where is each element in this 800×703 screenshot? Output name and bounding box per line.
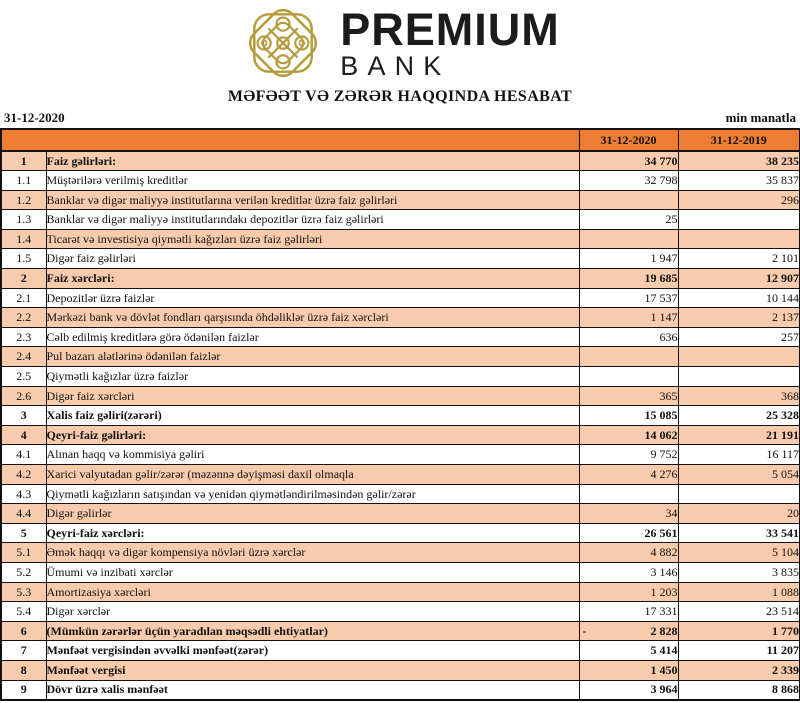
value-2020-text: 5 414 xyxy=(650,643,678,658)
value-2019-text: 1 770 xyxy=(772,623,799,638)
row-label-cell: Faiz xərcləri: xyxy=(46,269,579,289)
row-label-cell: Amortizasiya xərcləri xyxy=(46,582,579,602)
value-2019-cell xyxy=(678,562,800,582)
table-row xyxy=(1,406,800,426)
value-2020-cell xyxy=(579,445,678,465)
value-2019-text: 2 101 xyxy=(772,251,799,266)
row-label-cell: Mənfəət vergisindən əvvəlki mənfəət(zərər) xyxy=(46,641,579,661)
row-number-cell: 4.4 xyxy=(1,504,46,524)
value-2020-text: 636 xyxy=(659,329,678,344)
table-row xyxy=(1,543,800,563)
row-number-cell: 1 xyxy=(1,151,46,171)
value-2019-cell xyxy=(678,582,800,602)
value-2020-cell xyxy=(579,386,678,406)
row-label-cell: Digər xərclər xyxy=(46,602,579,622)
value-2020-text: 1 147 xyxy=(650,310,678,325)
value-2020-text: 9 752 xyxy=(650,447,678,462)
value-2020-cell xyxy=(579,504,678,524)
table-row xyxy=(1,190,800,210)
row-number-cell: 4 xyxy=(1,425,46,445)
table-row xyxy=(1,660,800,680)
value-2020-cell xyxy=(579,288,678,308)
row-label-cell: Qeyri-faiz gəlirləri: xyxy=(46,425,579,445)
table-row xyxy=(1,347,800,367)
header-col-2020: 31-12-2020 xyxy=(579,129,678,151)
value-2020-cell xyxy=(579,484,678,504)
table-row xyxy=(1,386,800,406)
row-label-cell: Pul bazarı alətlərinə ödənilən faizlər xyxy=(46,347,579,367)
row-label-cell: Mənfəət vergisi xyxy=(46,660,579,680)
table-row xyxy=(1,621,800,641)
row-label-cell: Müştərilərə verilmiş kreditlər xyxy=(46,171,579,191)
row-number-cell: 2.3 xyxy=(1,327,46,347)
value-2020-cell xyxy=(579,210,678,230)
row-number-cell: 2.5 xyxy=(1,367,46,387)
value-2019-cell xyxy=(678,504,800,524)
row-number-cell: 3 xyxy=(1,406,46,426)
value-2020-cell xyxy=(579,367,678,387)
row-number-cell: 9 xyxy=(1,680,46,700)
value-2020-text: 34 770 xyxy=(644,153,678,168)
bank-name xyxy=(340,3,560,81)
row-label-cell: Xalis faiz gəliri(zərəri) xyxy=(46,406,579,426)
value-2019-text: 5 054 xyxy=(772,467,799,481)
row-number-cell: 5.3 xyxy=(1,582,46,602)
row-label-cell: Mərkəzi bank və dövlət fondları qarşısında öhdəliklər üzrə faiz xərcləri xyxy=(46,308,579,328)
value-2019-cell xyxy=(678,171,800,191)
row-label-cell: Ümumi və inzibati xərclər xyxy=(46,562,579,582)
value-2019-cell xyxy=(678,406,800,426)
value-2020-cell xyxy=(579,680,678,700)
value-2020-text: 19 685 xyxy=(644,271,678,286)
row-number-cell: 2 xyxy=(1,269,46,289)
value-2019-cell xyxy=(678,367,800,387)
row-label-cell: Digər faiz gəlirləri xyxy=(46,249,579,269)
row-label-cell: Qiymətli kağızların satışından və yenidən qiymətləndirilməsindən gəlir/zərər xyxy=(46,484,579,504)
value-2019-cell xyxy=(678,523,800,543)
bank-name-bank: BANK xyxy=(340,50,451,81)
value-2019-cell xyxy=(678,660,800,680)
row-number-cell: 4.2 xyxy=(1,465,46,485)
value-2019-text: 20 xyxy=(787,506,799,521)
value-2020-text: 26 561 xyxy=(644,525,678,540)
value-2020-text: 4 276 xyxy=(650,467,678,481)
value-2020-cell xyxy=(579,171,678,191)
table-row xyxy=(1,269,800,289)
value-2019-cell xyxy=(678,210,800,230)
table-body xyxy=(1,151,800,700)
value-2020-text: 1 203 xyxy=(650,584,678,599)
report-title: MƏFƏƏT VƏ ZƏRƏR HAQQINDA HESABAT xyxy=(227,88,573,105)
row-label-cell: Digər faiz xərcləri xyxy=(46,386,579,406)
table-row xyxy=(1,484,800,504)
value-2019-text: 257 xyxy=(781,329,799,344)
row-number-cell: 6 xyxy=(1,621,46,641)
value-2019-text: 8 868 xyxy=(772,682,799,697)
value-2019-text: 3 835 xyxy=(772,564,799,579)
table-row xyxy=(1,171,800,191)
row-number-cell: 1.5 xyxy=(1,249,46,269)
value-2020-cell xyxy=(579,327,678,347)
value-2020-cell xyxy=(579,562,678,582)
value-2019-cell xyxy=(678,641,800,661)
value-2019-cell xyxy=(678,425,800,445)
table-row xyxy=(1,229,800,249)
header-empty-cell xyxy=(1,129,579,151)
row-number-cell: 5.1 xyxy=(1,543,46,563)
value-2020-text: 15 085 xyxy=(644,408,678,423)
table-row xyxy=(1,445,800,465)
value-2019-cell xyxy=(678,465,800,485)
value-2020-text: 32 798 xyxy=(644,173,678,188)
value-2020-cell xyxy=(579,151,678,171)
table-row xyxy=(1,504,800,524)
value-2019-text: 5 104 xyxy=(772,545,799,560)
row-number-cell: 2.2 xyxy=(1,308,46,328)
value-2020-text: 1 947 xyxy=(650,251,678,266)
table-row xyxy=(1,523,800,543)
row-label-cell: Cəlb edilmiş kreditlərə görə ödənilən faizlər xyxy=(46,327,579,347)
value-2020-text: 2 828 xyxy=(650,623,678,638)
value-2020-text: 17 331 xyxy=(644,604,678,619)
value-2019-cell xyxy=(678,602,800,622)
value-2019-text: 368 xyxy=(781,388,799,403)
table-row xyxy=(1,288,800,308)
bank-logo xyxy=(0,0,800,86)
header-col-2019: 31-12-2019 xyxy=(678,129,800,151)
value-2020-text: 14 062 xyxy=(644,427,678,442)
value-2019-cell xyxy=(678,543,800,563)
value-2020-text: 25 xyxy=(665,212,678,227)
value-2020-cell xyxy=(579,660,678,680)
value-2020-cell xyxy=(579,190,678,210)
table-row xyxy=(1,308,800,328)
units-label: min manatla xyxy=(725,110,796,125)
value-2019-cell xyxy=(678,288,800,308)
table-row xyxy=(1,210,800,230)
value-2019-text: 38 235 xyxy=(766,153,799,168)
table-row xyxy=(1,641,800,661)
row-label-cell: Faiz gəlirləri: xyxy=(46,151,579,171)
row-label-cell: (Mümkün zərərlər üçün yaradılan məqsədli ehtiyatlar) xyxy=(46,621,579,641)
value-2020-cell xyxy=(579,602,678,622)
value-2019-cell xyxy=(678,621,800,641)
value-2019-text: 16 117 xyxy=(766,447,799,462)
value-2019-cell xyxy=(678,151,800,171)
row-number-cell: 1.4 xyxy=(1,229,46,249)
table-row xyxy=(1,562,800,582)
value-2020-cell xyxy=(579,543,678,563)
value-2020-text: 1 450 xyxy=(650,662,678,677)
report-meta xyxy=(0,108,800,128)
row-number-cell: 1.3 xyxy=(1,210,46,230)
value-2019-text: 21 191 xyxy=(766,427,799,442)
report-date: 31-12-2020 xyxy=(4,110,65,125)
row-label-cell: Ticarət və investisiya qiymətli kağızları üzrə faiz gəlirləri xyxy=(46,229,579,249)
value-2020-text: 4 882 xyxy=(650,545,678,560)
value-2019-cell xyxy=(678,347,800,367)
value-2020-cell xyxy=(579,308,678,328)
row-label-cell: Banklar və digər maliyyə institutlarına verilən kreditlər üzrə faiz gəlirləri xyxy=(46,190,579,210)
value-2020-text: 3 146 xyxy=(650,564,678,579)
value-2020-cell xyxy=(579,229,678,249)
value-2019-cell xyxy=(678,269,800,289)
table-row xyxy=(1,425,800,445)
row-number-cell: 8 xyxy=(1,660,46,680)
value-2019-cell xyxy=(678,327,800,347)
value-2019-text: 12 907 xyxy=(766,271,799,286)
value-2019-text: 33 541 xyxy=(766,525,799,540)
row-number-cell: 1.2 xyxy=(1,190,46,210)
table-row xyxy=(1,151,800,171)
row-number-cell: 4.3 xyxy=(1,484,46,504)
table-row xyxy=(1,602,800,622)
table-row xyxy=(1,582,800,602)
bank-emblem-icon xyxy=(240,2,326,84)
value-2019-cell xyxy=(678,680,800,700)
value-2019-cell xyxy=(678,229,800,249)
row-number-cell: 1.1 xyxy=(1,171,46,191)
value-2020-cell xyxy=(579,249,678,269)
row-number-cell: 5.4 xyxy=(1,602,46,622)
value-2020-text: 34 xyxy=(665,506,678,521)
value-2019-text: 25 328 xyxy=(766,408,799,423)
value-2019-text: 35 837 xyxy=(766,173,799,188)
row-label-cell: Qiymətli kağızlar üzrə faizlər xyxy=(46,367,579,387)
value-2020-cell xyxy=(579,465,678,485)
value-2019-text: 23 514 xyxy=(766,604,799,619)
value-2019-text: 10 144 xyxy=(766,290,799,305)
row-label-cell: Banklar və digər maliyyə institutlarındakı depozitlər üzrə faiz gəlirləri xyxy=(46,210,579,230)
income-statement-table xyxy=(0,128,800,701)
row-label-cell: Alınan haqq və kommisiya gəliri xyxy=(46,445,579,465)
row-label-cell: Qeyri-faiz xərcləri: xyxy=(46,523,579,543)
table-row xyxy=(1,465,800,485)
value-2019-cell xyxy=(678,445,800,465)
value-2020-text: 17 537 xyxy=(644,290,678,305)
value-2019-text: 11 207 xyxy=(766,643,799,658)
row-number-cell: 2.4 xyxy=(1,347,46,367)
value-2020-text: 3 964 xyxy=(650,682,678,697)
row-label-cell: Xarici valyutadan gəlir/zərər (məzənnə dəyişməsi daxil olmaqla xyxy=(46,465,579,485)
row-number-cell: 2.1 xyxy=(1,288,46,308)
value-2019-text: 2 339 xyxy=(772,662,799,677)
row-number-cell: 4.1 xyxy=(1,445,46,465)
value-2019-cell xyxy=(678,386,800,406)
table-row xyxy=(1,367,800,387)
row-label-cell: Əmək haqqı və digər kompensiya növləri üzrə xərclər xyxy=(46,543,579,563)
value-2020-cell xyxy=(579,406,678,426)
value-2020-cell xyxy=(579,425,678,445)
value-2020-cell xyxy=(579,269,678,289)
table-row xyxy=(1,249,800,269)
row-label-cell: Dövr üzrə xalis mənfəət xyxy=(46,680,579,700)
row-number-cell: 5.2 xyxy=(1,562,46,582)
value-2020-text: 365 xyxy=(659,388,678,403)
row-number-cell: 2.6 xyxy=(1,386,46,406)
table-row xyxy=(1,327,800,347)
row-label-cell: Depozitlər üzrə faizlər xyxy=(46,288,579,308)
value-2020-cell xyxy=(579,582,678,602)
table-header-row xyxy=(1,129,800,151)
value-2019-cell xyxy=(678,249,800,269)
value-2019-text: 296 xyxy=(781,192,799,207)
row-number-cell: 5 xyxy=(1,523,46,543)
table-row xyxy=(1,680,800,700)
row-number-cell: 7 xyxy=(1,641,46,661)
value-2020-cell xyxy=(579,621,678,641)
value-2019-cell xyxy=(678,190,800,210)
row-label-cell: Digər gəlirlər xyxy=(46,504,579,524)
value-2019-cell xyxy=(678,308,800,328)
value-2020-cell xyxy=(579,641,678,661)
value-2019-text: 1 088 xyxy=(772,584,799,599)
bank-name-premium: PREMIUM xyxy=(340,3,560,55)
value-2019-text: 2 137 xyxy=(772,310,799,325)
value-2020-cell xyxy=(579,523,678,543)
value-2019-cell xyxy=(678,484,800,504)
negative-prefix: - xyxy=(582,623,587,638)
value-2020-cell xyxy=(579,347,678,367)
